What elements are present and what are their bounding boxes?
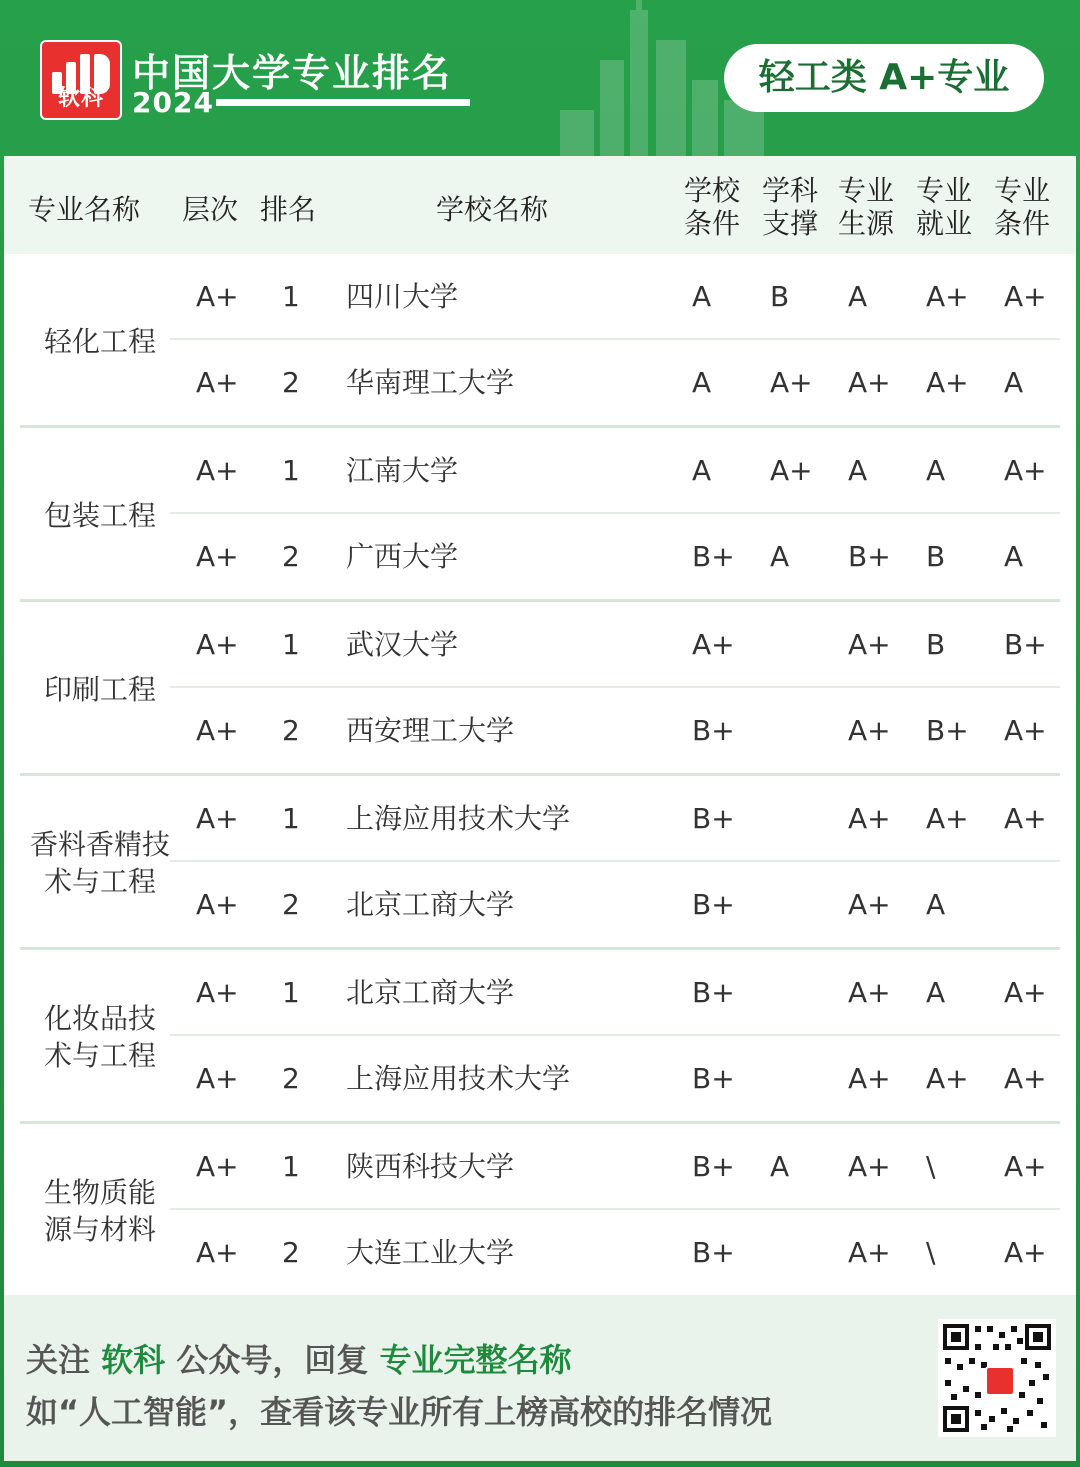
header: [0, 0, 1080, 156]
major-group: [4, 428, 1076, 602]
cell-level: A+: [196, 976, 239, 1009]
major-group: [4, 254, 1076, 428]
row-divider: [170, 338, 1060, 340]
cell-c5: A+: [1004, 454, 1047, 487]
cell-school: 陕西科技大学: [346, 1150, 515, 1183]
cell-c1: B+: [692, 888, 735, 921]
row-divider: [170, 512, 1060, 514]
year-label: 2024: [132, 86, 214, 119]
cell-c3: A+: [848, 976, 891, 1009]
cell-c3: A+: [848, 802, 891, 835]
cell-c3: A+: [848, 628, 891, 661]
cell-rank: 1: [282, 280, 300, 313]
cell-school: 四川大学: [346, 280, 459, 313]
major-group: [4, 950, 1076, 1124]
cell-c1: A: [692, 366, 712, 399]
table-row: [4, 602, 1076, 688]
cell-c1: A: [692, 454, 712, 487]
cell-c1: B+: [692, 802, 735, 835]
cell-rank: 2: [282, 714, 300, 747]
table-row: [4, 950, 1076, 1036]
cell-level: A+: [196, 888, 239, 921]
cell-school: 华南理工大学: [346, 366, 515, 399]
row-divider: [170, 686, 1060, 688]
major-group: [4, 776, 1076, 950]
cell-level: A+: [196, 1150, 239, 1183]
cell-c2: A+: [770, 454, 813, 487]
ranking-logo: [40, 40, 122, 120]
cell-rank: 1: [282, 454, 300, 487]
cell-rank: 2: [282, 540, 300, 573]
cell-c1: B+: [692, 714, 735, 747]
major-group: [4, 602, 1076, 776]
cell-c3: A: [848, 454, 868, 487]
header-level: 层次: [182, 193, 239, 226]
table-row: [4, 1210, 1076, 1296]
cell-school: 北京工商大学: [346, 888, 515, 921]
cell-c3: A+: [848, 714, 891, 747]
cell-c3: A+: [848, 1150, 891, 1183]
cell-level: A+: [196, 366, 239, 399]
cell-c5: A+: [1004, 976, 1047, 1009]
cell-c5: A+: [1004, 1150, 1047, 1183]
cell-c4: A+: [926, 280, 969, 313]
cell-c5: A+: [1004, 1236, 1047, 1269]
row-divider: [170, 860, 1060, 862]
major-name: 化妆品技 术与工程: [43, 1002, 156, 1072]
header-major: 专业名称: [28, 193, 141, 226]
major-name: 印刷工程: [43, 672, 156, 706]
cell-c3: A+: [848, 1236, 891, 1269]
footer: [4, 1295, 1076, 1461]
cell-c4: \: [926, 1236, 936, 1269]
cell-c4: \: [926, 1150, 936, 1183]
cell-c1: A+: [692, 628, 735, 661]
cell-c3: A: [848, 280, 868, 313]
cell-c5: A+: [1004, 714, 1047, 747]
row-divider: [170, 1034, 1060, 1036]
table-row: [4, 1124, 1076, 1210]
table-row: [4, 776, 1076, 862]
cell-level: A+: [196, 802, 239, 835]
cell-c1: B+: [692, 540, 735, 573]
cell-c5: A: [1004, 540, 1024, 573]
cell-c5: A+: [1004, 1062, 1047, 1095]
cell-c3: A+: [848, 888, 891, 921]
cell-c5: B+: [1004, 628, 1047, 661]
header-student-source: 专业 生源: [837, 174, 894, 240]
table-row: [4, 428, 1076, 514]
header-major-conditions: 专业 条件: [993, 174, 1050, 240]
cell-c4: A+: [926, 1062, 969, 1095]
cell-level: A+: [196, 454, 239, 487]
row-divider: [170, 1208, 1060, 1210]
table-row: [4, 688, 1076, 774]
cell-c2: A+: [770, 366, 813, 399]
cell-c4: A: [926, 976, 946, 1009]
cell-rank: 1: [282, 628, 300, 661]
cell-rank: 1: [282, 1150, 300, 1183]
brand-highlight: 软科: [101, 1341, 166, 1379]
ranking-table: [4, 156, 1076, 1295]
cell-c5: A: [1004, 366, 1024, 399]
table-row: [4, 514, 1076, 600]
cell-c1: B+: [692, 1150, 735, 1183]
header-rank: 排名: [260, 193, 317, 226]
cell-school: 西安理工大学: [346, 714, 515, 747]
footer-instruction: 关注 软科 公众号，回复 专业完整名称: [26, 1341, 572, 1379]
cell-school: 广西大学: [346, 540, 459, 573]
cell-c1: B+: [692, 1062, 735, 1095]
major-name: 香料香精技 术与工程: [30, 828, 171, 898]
cell-c2: A: [770, 540, 790, 573]
table-row: [4, 254, 1076, 340]
cell-c3: B+: [848, 540, 891, 573]
header-school-conditions: 学校 条件: [683, 174, 740, 240]
table-row: [4, 862, 1076, 948]
cell-school: 江南大学: [346, 454, 459, 487]
footer-hint: 如“人工智能”，查看该专业所有上榜高校的排名情况: [26, 1393, 773, 1431]
qr-code: [938, 1319, 1056, 1437]
cell-c5: A+: [1004, 280, 1047, 313]
cell-level: A+: [196, 1062, 239, 1095]
cell-rank: 1: [282, 976, 300, 1009]
header-employment: 专业 就业: [915, 174, 972, 240]
cell-rank: 2: [282, 366, 300, 399]
cell-school: 大连工业大学: [346, 1236, 515, 1269]
cell-c4: A: [926, 454, 946, 487]
cell-school: 北京工商大学: [346, 976, 515, 1009]
major-group: [4, 1124, 1076, 1298]
qr-logo-badge: [985, 1366, 1015, 1396]
header-school: 学校名称: [436, 193, 549, 226]
logo-text: 软科: [57, 86, 104, 111]
cell-level: A+: [196, 714, 239, 747]
cell-school: 武汉大学: [346, 628, 459, 661]
table-row: [4, 340, 1076, 426]
cell-c4: A+: [926, 802, 969, 835]
cell-rank: 2: [282, 1062, 300, 1095]
cell-c4: B: [926, 628, 946, 661]
keyword-highlight: 专业完整名称: [379, 1341, 572, 1379]
major-name: 轻化工程: [43, 324, 156, 358]
cell-c2: A: [770, 1150, 790, 1183]
table-row: [4, 1036, 1076, 1122]
cell-rank: 1: [282, 802, 300, 835]
cell-level: A+: [196, 628, 239, 661]
cell-c3: A+: [848, 366, 891, 399]
category-badge: 轻工类 A+专业: [724, 44, 1044, 112]
cell-c4: B: [926, 540, 946, 573]
cell-c1: A: [692, 280, 712, 313]
major-name: 包装工程: [43, 498, 156, 532]
cell-c1: B+: [692, 976, 735, 1009]
header-discipline-support: 学科 支撑: [761, 174, 818, 240]
cell-c5: A+: [1004, 802, 1047, 835]
cell-level: A+: [196, 280, 239, 313]
cell-c4: A: [926, 888, 946, 921]
title-underline: [216, 99, 470, 106]
cell-level: A+: [196, 540, 239, 573]
cell-c4: B+: [926, 714, 969, 747]
cell-school: 上海应用技术大学: [346, 1062, 571, 1095]
cell-rank: 2: [282, 888, 300, 921]
cell-level: A+: [196, 1236, 239, 1269]
table-header: [4, 156, 1076, 254]
cell-rank: 2: [282, 1236, 300, 1269]
cell-c1: B+: [692, 1236, 735, 1269]
cell-c3: A+: [848, 1062, 891, 1095]
major-name: 生物质能 源与材料: [43, 1176, 156, 1246]
cell-school: 上海应用技术大学: [346, 802, 571, 835]
cell-c2: B: [770, 280, 790, 313]
cell-c4: A+: [926, 366, 969, 399]
page-title: 中国大学专业排名: [132, 51, 453, 95]
